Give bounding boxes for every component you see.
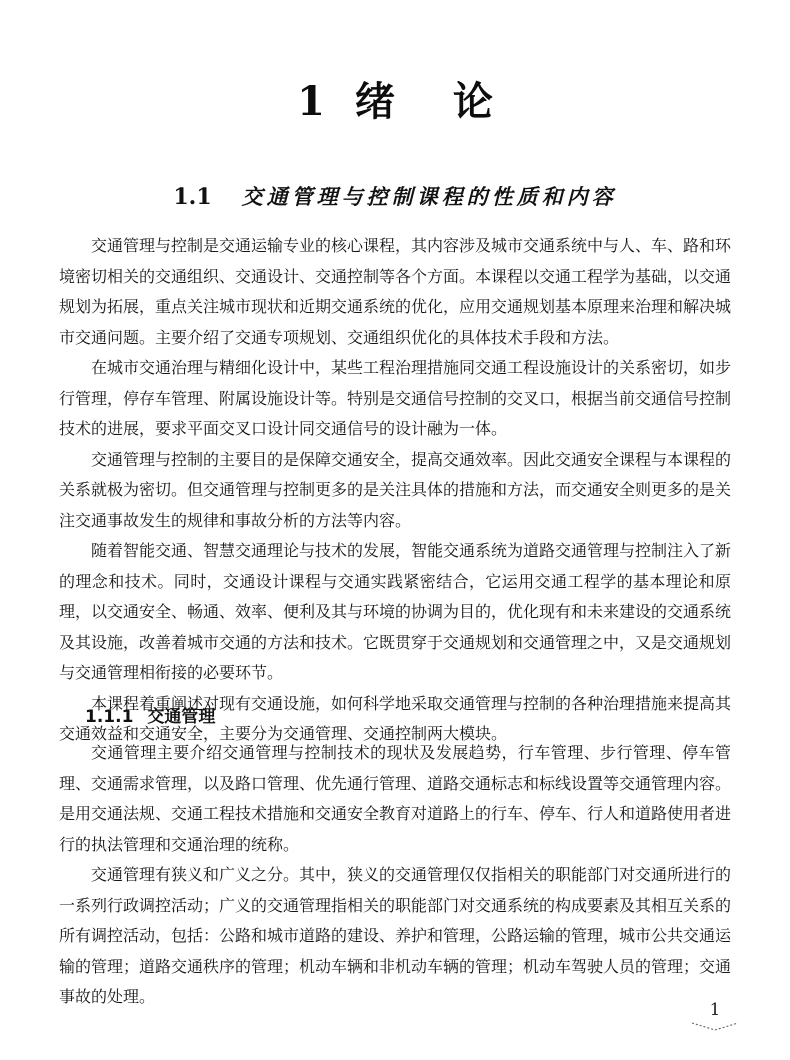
chapter-title bbox=[0, 76, 790, 128]
subsection-heading bbox=[85, 704, 215, 730]
paragraph: 本课程着重阐述对现有交通设施，如何科学地采取交通管理与控制的各种治理措施来提高其交通效益和交通安全，主要分为交通管理、交通控制两大模块。 bbox=[59, 693, 732, 743]
paragraph: 交通管理主要介绍交通管理与控制技术的现状及发展趋势，行车管理、步行管理、停车管理、交通需求管理，以及路口管理、优先通行管理、道路交通标志和标线设置等交通管理内容。是用交通法规、交通工程技术措施和交通安全教育对道路上的行车、停车、行人和道路使用者进行的执法管理和交通治理的统称。 bbox=[59, 743, 732, 854]
page-number: 1 bbox=[709, 1000, 721, 1020]
paragraph: 交通管理与控制的主要目的是保障交通安全，提高交通效率。因此交通安全课程与本课程的关系就极为密切。但交通管理与控制更多的是关注具体的措施和方法，而交通安全则更多的是关注交通事故发生的规律和事故分析的方法等内容。 bbox=[59, 449, 732, 530]
subsection-number: 1.1.1 bbox=[85, 707, 134, 727]
chapter-title-char-1: 绪 bbox=[354, 78, 395, 125]
section-number: 1.1 bbox=[173, 184, 212, 210]
chapter-number: 1 bbox=[297, 78, 325, 125]
paragraph: 随着智能交通、智慧交通理论与技术的发展，智能交通系统为道路交通管理与控制注入了新的理念和技术。同时，交通设计课程与交通实践紧密结合，它运用交通工程学的基本理论和原理，以交通安全、畅通、效率、便利及其与环境的协调为目的，优化现有和未来建设的交通系统及其设施，改善着城市交通的方法和技术。它既贯穿于交通规划和交通管理之中，又是交通规划与交通管理相衔接的必要环节。 bbox=[59, 541, 732, 682]
section-heading bbox=[0, 182, 790, 212]
paragraph: 交通管理与控制是交通运输专业的核心课程，其内容涉及城市交通系统中与人、车、路和环境密切相关的交通组织、交通设计、交通控制等各个方面。本课程以交通工程学为基础，以交通规划为拓展，重点关注城市现状和近期交通系统的优化，应用交通规划基本原理来治理和解决城市交通问题。主要介绍了交通专项规划、交通组织优化的具体技术手段和方法。 bbox=[59, 236, 732, 347]
section-title: 交通管理与控制课程的性质和内容 bbox=[241, 184, 617, 209]
subsection-body bbox=[59, 738, 731, 1013]
paragraph: 交通管理有狭义和广义之分。其中，狭义的交通管理仅仅指相关的职能部门对交通所进行的一系列行政调控活动；广义的交通管理指相关的职能部门对交通系统的构成要素及其相互关系的所有调控活动，包括：公路和城市道路的建设、养护和管理，公路运输的管理，城市公共交通运输的管理；道路交通秩序的管理；机动车辆和非机动车辆的管理；机动车驾驶人员的管理；交通事故的处理。 bbox=[59, 865, 732, 1006]
chapter-title-char-2: 论 bbox=[452, 78, 493, 125]
section-body bbox=[59, 231, 731, 750]
paragraph: 在城市交通治理与精细化设计中，某些工程治理措施同交通工程设施设计的关系密切，如步行管理，停存车管理、附属设施设计等。特别是交通信号控制的交叉口，根据当前交通信号控制技术的进展，要求平面交叉口设计同交通信号的设计融为一体。 bbox=[59, 358, 732, 438]
page-number-ornament bbox=[690, 1020, 740, 1032]
subsection-title: 交通管理 bbox=[147, 707, 216, 727]
